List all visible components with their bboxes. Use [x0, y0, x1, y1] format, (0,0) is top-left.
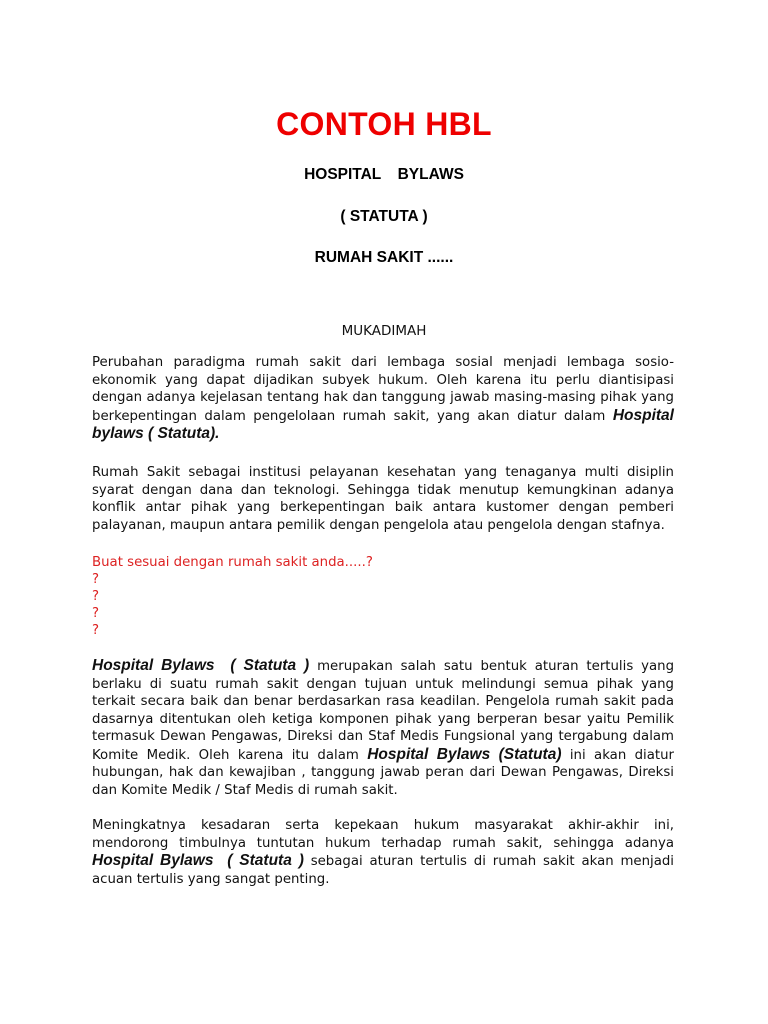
note-mark: ? [92, 623, 100, 638]
document-subtitle-hospital: RUMAH SAKIT ...... [314, 249, 454, 266]
paragraph-1-term: Hospital bylaws ( Statuta). [92, 406, 674, 442]
paragraph-4-term-1: Hospital Bylaws ( Statuta ) [92, 657, 310, 674]
paragraph-4-text-1: merupakan salah satu bentuk aturan tertulis yang berlaku di suatu rumah sakit dengan tujuan untuk melindungi semua pihak yang terkait secara baik dan benar berdasarkan rasa keadilan. Pengelola rumah sakit pada dasarnya ditentukan oleh ketiga komponen pihak yang berperan besar yaitu Pemilik termasuk Dewan Pengawas, Direksi dan Staf Medis Fungsional yang tergabung dalam Komite Medik. Oleh karena itu dalam [92, 659, 675, 763]
note-line: Buat sesuai dengan rumah sakit anda.....? [92, 555, 373, 570]
note-mark: ? [92, 572, 100, 587]
paragraph-5-text-1: Meningkatnya kesadaran serta kepekaan hukum masyarakat akhir-akhir ini, mendorong timbulnya tuntutan hukum terhadap rumah sakit, sehingga adanya [92, 818, 674, 851]
document-subtitle-statuta: ( STATUTA ) [340, 208, 428, 225]
paragraph-2-text: Rumah Sakit sebagai institusi pelayanan kesehatan yang tenaganya multi disiplin syarat dengan dana dan teknologi. Sehingga tidak menutup kemungkinan adanya konflik antar pihak yang berkepentingan baik antara kustomer dengan pemberi palayanan, maupun antara pemilik dengan pengelola atau pengelola dengan stafnya. [92, 465, 674, 533]
document-subtitle-bylaws: HOSPITAL BYLAWS [304, 166, 464, 183]
paragraph-5 [92, 817, 674, 888]
note-mark: ? [92, 589, 100, 604]
paragraph-1-text: Perubahan paradigma rumah sakit dari lembaga sosial menjadi lembaga sosio-ekonomik yang dapat dijadikan subyek hukum. Oleh karena itu perlu diantisipasi dengan adanya kejelasan tentang hak dan tanggung jawab masing-masing pihak yang berkepentingan dalam pengelolaan rumah sakit, yang akan diatur dalam [92, 355, 674, 424]
paragraph-2 [92, 464, 674, 534]
paragraph-4 [92, 657, 674, 799]
paragraph-1 [92, 354, 674, 444]
document-title: CONTOH HBL [276, 106, 492, 142]
paragraph-5-text-2: sebagai aturan tertulis di rumah sakit akan menjadi acuan tertulis yang sangat penting. [92, 854, 674, 887]
section-heading: MUKADIMAH [341, 323, 427, 339]
paragraph-4-text-2: ini akan diatur hubungan, hak dan kewajiban , tanggung jawab peran dari Dewan Pengawas, Direksi dan Komite Medik / Staf Medis di rumah sakit. [92, 747, 674, 798]
note-block [92, 554, 674, 639]
paragraph-5-term: Hospital Bylaws ( Statuta ) [92, 852, 304, 869]
paragraph-4-term-2: Hospital Bylaws (Statuta) [367, 745, 562, 763]
note-mark: ? [92, 606, 100, 621]
